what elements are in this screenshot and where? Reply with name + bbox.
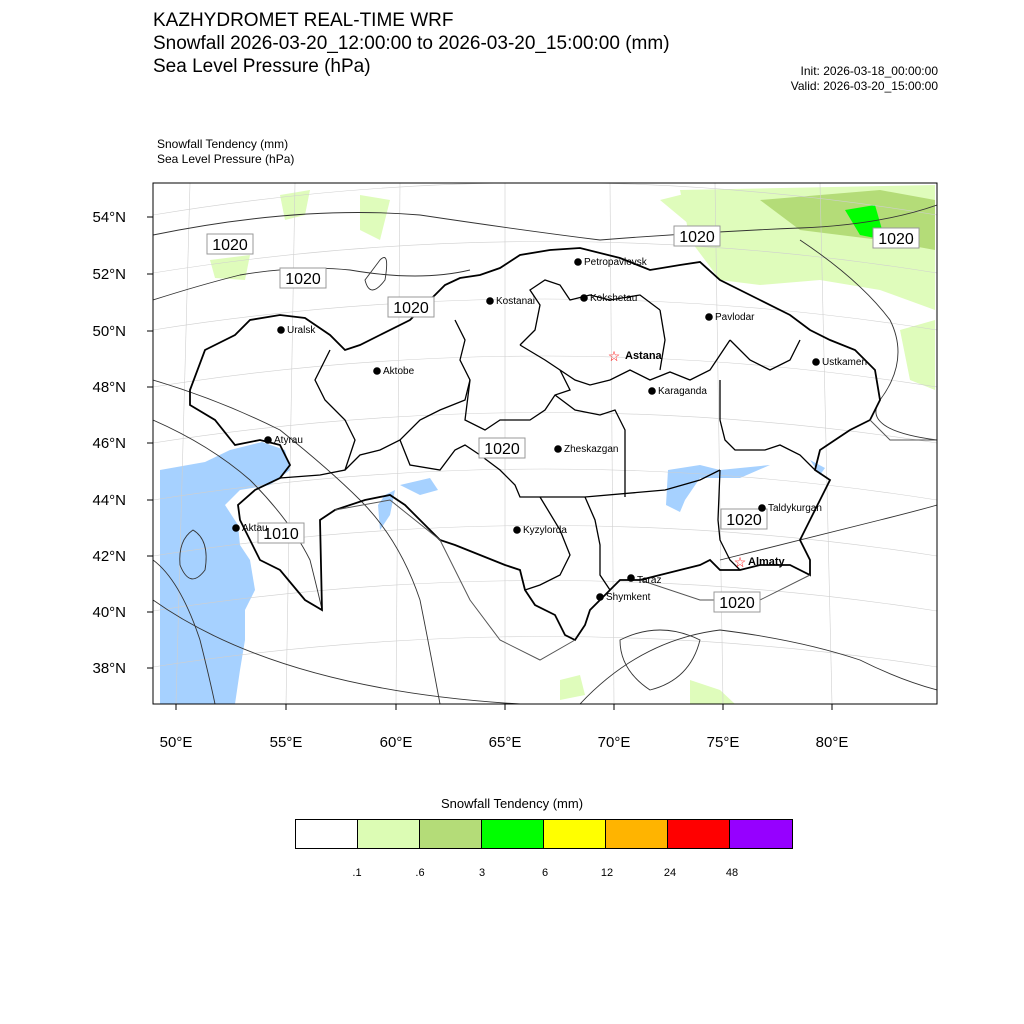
isobar-label: 1020 <box>212 237 248 254</box>
lat-label: 44°N <box>92 492 126 509</box>
city-label: Aktau <box>242 523 268 534</box>
city-label: Atyrau <box>274 435 303 446</box>
colorbar-swatch <box>482 820 544 848</box>
isobar-label: 1020 <box>878 231 914 248</box>
lon-label: 60°E <box>379 734 413 751</box>
city-label: Petropavlovsk <box>584 257 647 268</box>
colorbar-swatch <box>668 820 730 848</box>
isobar-label: 1020 <box>719 595 755 612</box>
city-label: Aktobe <box>383 366 415 377</box>
lat-label: 42°N <box>92 548 126 565</box>
colorbar-label: .1 <box>352 867 362 879</box>
city-label: Zheskazgan <box>564 444 619 455</box>
colorbar-swatch <box>730 820 792 848</box>
city-label: Uralsk <box>287 325 316 336</box>
colorbar-swatch <box>358 820 420 848</box>
capital-star-icon: ☆ <box>607 348 621 364</box>
city-label: Kostanai <box>496 296 535 307</box>
colorbar-label: .6 <box>415 867 425 879</box>
water-bodies <box>160 442 825 704</box>
cities <box>232 257 867 603</box>
isobar-label: 1020 <box>679 229 715 246</box>
init-time: Init: 2026-03-18_00:00:00 <box>800 64 938 78</box>
colorbar-label: 12 <box>600 867 614 879</box>
isobar-labels <box>207 226 919 612</box>
city-label: Almaty <box>748 556 785 568</box>
isobar-label: 1020 <box>285 271 321 288</box>
city-label: Kyzylorda <box>523 525 567 536</box>
lon-label: 75°E <box>706 734 740 751</box>
city-label: Karaganda <box>658 386 707 397</box>
lat-label: 40°N <box>92 604 126 621</box>
lon-label: 55°E <box>269 734 303 751</box>
lat-label: 54°N <box>92 209 126 226</box>
city-label: Kokshetau <box>590 293 638 304</box>
lat-label: 48°N <box>92 379 126 396</box>
colorbar-swatch <box>296 820 358 848</box>
colorbar-label: 24 <box>663 867 677 879</box>
title-line-2: Snowfall 2026-03-20_12:00:00 to 2026-03-20_15:00:00 (mm) <box>153 33 670 54</box>
colorbar-swatch <box>544 820 606 848</box>
colorbar <box>295 819 793 849</box>
isobar-label: 1010 <box>263 526 299 543</box>
isobar-label: 1020 <box>726 512 762 529</box>
lon-label: 65°E <box>488 734 522 751</box>
title-line-3: Sea Level Pressure (hPa) <box>153 56 371 77</box>
city-label: Ustkamen <box>822 357 868 368</box>
colorbar-title: Snowfall Tendency (mm) <box>440 796 584 811</box>
valid-time: Valid: 2026-03-20_15:00:00 <box>790 79 938 93</box>
city-label: Taraz <box>637 575 662 586</box>
isobar-label: 1020 <box>484 441 520 458</box>
region-borders <box>280 280 815 590</box>
city-label: Taldykurgan <box>768 503 822 514</box>
city-label: Pavlodar <box>715 312 755 323</box>
isobar-label: 1020 <box>393 300 429 317</box>
latitude-labels <box>92 209 126 677</box>
colorbar-swatch <box>420 820 482 848</box>
colorbar-label: 48 <box>725 867 739 879</box>
lat-label: 52°N <box>92 266 126 283</box>
lon-label: 80°E <box>815 734 849 751</box>
colorbar-label: 6 <box>541 867 549 879</box>
city-label: Shymkent <box>606 592 651 603</box>
subtitle-snowfall: Snowfall Tendency (mm) <box>157 137 289 151</box>
lon-label: 50°E <box>159 734 193 751</box>
lat-label: 50°N <box>92 323 126 340</box>
longitude-labels <box>160 734 849 751</box>
lat-label: 38°N <box>92 660 126 677</box>
title-line-1: KAZHYDROMET REAL-TIME WRF <box>153 10 454 31</box>
lon-label: 70°E <box>597 734 631 751</box>
city-label: Astana <box>625 350 662 362</box>
lat-label: 46°N <box>92 435 126 452</box>
subtitle-pressure: Sea Level Pressure (hPa) <box>157 152 295 166</box>
colorbar-label: 3 <box>478 867 486 879</box>
neighbor-borders <box>335 420 937 660</box>
capital-star-icon: ☆ <box>733 554 747 570</box>
colorbar-swatch <box>606 820 668 848</box>
